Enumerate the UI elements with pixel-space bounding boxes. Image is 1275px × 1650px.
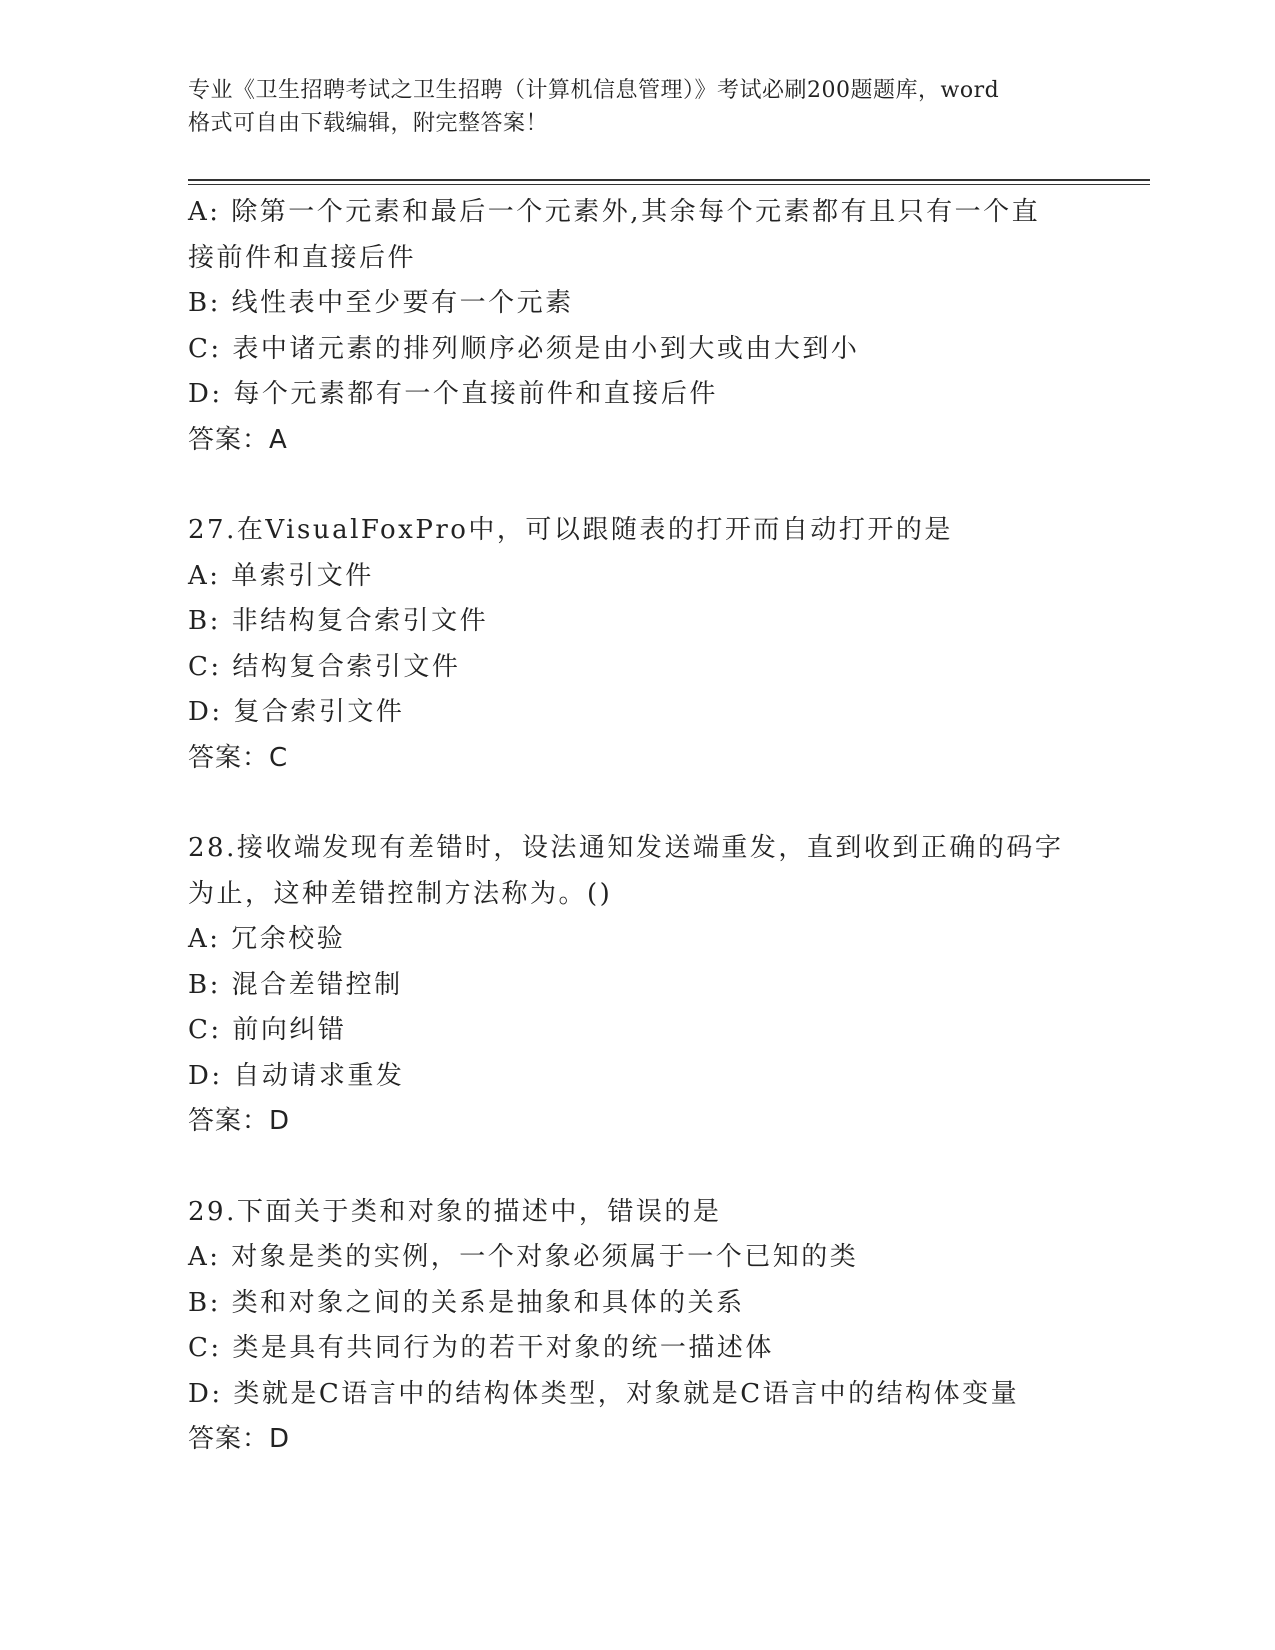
question-block-partial (188, 190, 1088, 463)
option-d: D: 复合索引文件 (188, 697, 405, 727)
option-c: C: 类是具有共同行为的若干对象的统一描述体 (188, 1333, 774, 1363)
question-block-28 (188, 826, 1088, 1145)
option-a-line-2: 接前件和直接后件 (188, 242, 417, 273)
option-d: D: 自动请求重发 (188, 1060, 405, 1091)
option-a-line-1: A: 除第一个元素和最后一个元素外,其余每个元素都有且只有一个直 (188, 197, 1041, 227)
option-b: B: 线性表中至少要有一个元素 (188, 288, 574, 318)
header-title-line-2: 格式可自由下载编辑，附完整答案！ (188, 111, 549, 136)
header-divider-thick (188, 179, 1150, 181)
answer: 答案：D (188, 1106, 291, 1136)
question-list (188, 190, 1088, 1463)
option-b: B: 混合差错控制 (188, 969, 403, 1000)
answer: 答案：A (188, 424, 288, 455)
option-d: D: 每个元素都有一个直接前件和直接后件 (188, 379, 718, 409)
option-b: B: 非结构复合索引文件 (188, 606, 489, 636)
question-text-line-2: 为止，这种差错控制方法称为。() (188, 878, 613, 909)
question-text-line-1: 28.接收端发现有差错时，设法通知发送端重发，直到收到正确的码字 (188, 833, 1064, 863)
answer: 答案：C (188, 742, 289, 773)
question-block-29 (188, 1190, 1088, 1463)
header-title-line-1: 专业《卫生招聘考试之卫生招聘（计算机信息管理）》考试必刷200题题库，word (188, 78, 1000, 103)
option-a: A: 对象是类的实例，一个对象必须属于一个已知的类 (188, 1242, 859, 1272)
question-text: 29.下面关于类和对象的描述中，错误的是 (188, 1196, 722, 1227)
option-d: D: 类就是C语言中的结构体类型，对象就是C语言中的结构体变量 (188, 1378, 1020, 1409)
spacer (188, 781, 1088, 826)
spacer (188, 463, 1088, 508)
option-a: A: 单索引文件 (188, 560, 374, 591)
question-text: 27.在VisualFoxPro中，可以跟随表的打开而自动打开的是 (188, 515, 953, 545)
answer: 答案：D (188, 1424, 291, 1454)
option-b: B: 类和对象之间的关系是抽象和具体的关系 (188, 1287, 745, 1318)
option-a: A: 冗余校验 (188, 924, 346, 954)
header-divider-thin (188, 184, 1150, 185)
document-header (188, 74, 1088, 140)
option-c: C: 前向纠错 (188, 1015, 347, 1045)
option-c: C: 表中诸元素的排列顺序必须是由小到大或由大到小 (188, 333, 860, 364)
spacer (188, 1145, 1088, 1190)
question-block-27 (188, 508, 1088, 781)
option-c: C: 结构复合索引文件 (188, 651, 461, 682)
